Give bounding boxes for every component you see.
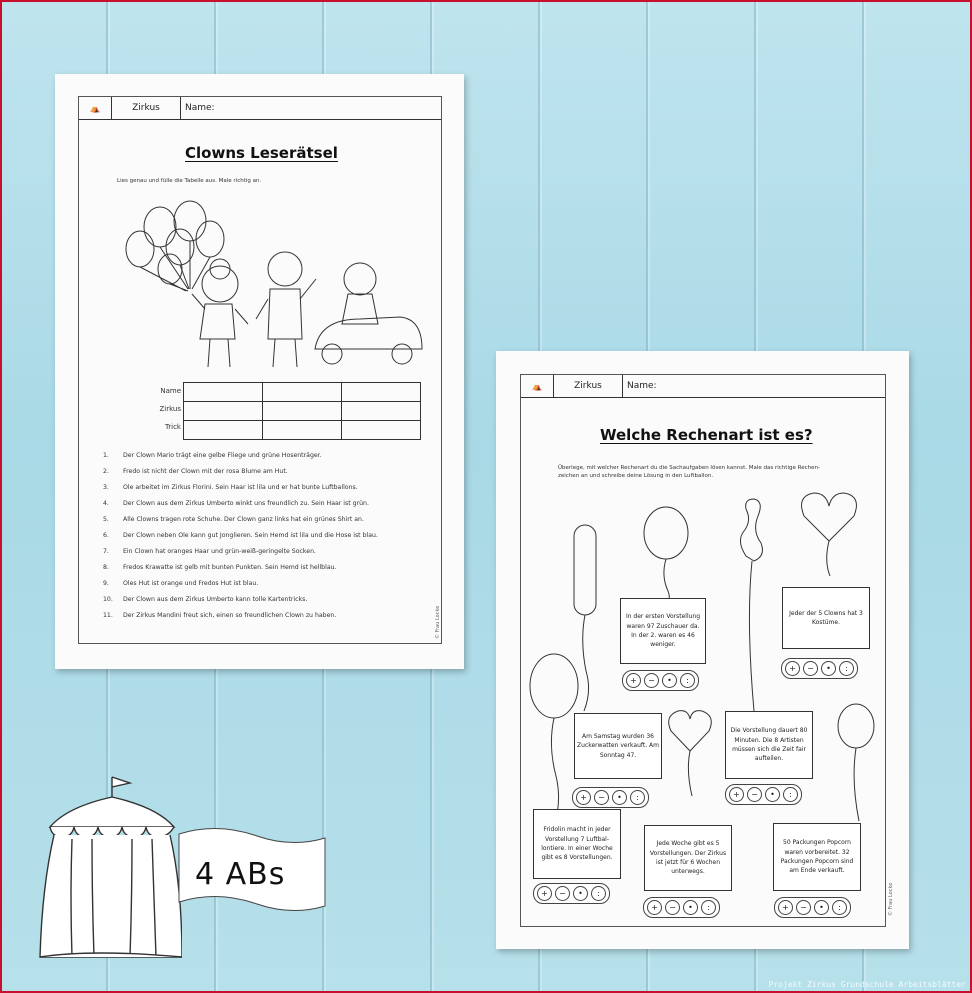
list-item: 7. Ein Clown hat oranges Haar und grün-weiß-geringelte Socken. — [103, 548, 316, 555]
list-item: 2. Fredo ist nicht der Clown mit der rosa Blume am Hut. — [103, 468, 288, 475]
operator-choices — [643, 897, 720, 918]
clowns-illustration — [110, 199, 430, 374]
list-item: 1. Der Clown Mario trägt eine gelbe Fliege und grüne Hosenträger. — [103, 452, 322, 459]
worksheet-rechenart — [496, 351, 909, 949]
answer-cell[interactable] — [263, 421, 342, 440]
multiply-option[interactable]: • — [814, 900, 829, 915]
multiply-option[interactable]: • — [683, 900, 698, 915]
minus-option[interactable]: − — [796, 900, 811, 915]
tent-logo-icon: ⛺ — [521, 375, 554, 397]
divide-option[interactable]: : — [783, 787, 798, 802]
minus-option[interactable]: − — [747, 787, 762, 802]
minus-option[interactable]: − — [644, 673, 659, 688]
task-card: Fridolin macht in jeder Vorstellung 7 Luftbal-lontiere. In einer Woche gibt es 8 Vorstellungen. — [533, 809, 621, 879]
operator-choices — [533, 883, 610, 904]
operator-choices — [572, 787, 649, 808]
circus-tent-icon — [32, 767, 182, 967]
task-card: Die Vorstellung dauert 80 Minuten. Die 8 Artisten müssen sich die Zeit fair aufteilen. — [725, 711, 813, 779]
list-item: 4. Der Clown aus dem Zirkus Umberto winkt uns freundlich zu. Sein Haar ist grün. — [103, 500, 369, 507]
operator-choices — [622, 670, 699, 691]
table-row-label-zirkus: Zirkus — [159, 405, 181, 413]
divide-option[interactable]: : — [839, 661, 854, 676]
plus-option[interactable]: + — [729, 787, 744, 802]
plus-option[interactable]: + — [778, 900, 793, 915]
worksheet-header — [520, 374, 886, 398]
task-card: 50 Packungen Popcorn waren vorbereitet. 32 Packungen Popcorn sind am Ende verkauft. — [773, 823, 861, 891]
name-field-label: Name: — [185, 103, 215, 113]
instruction-text: Lies genau und fülle die Tabelle aus. Male richtig an. — [117, 178, 262, 184]
multiply-option[interactable]: • — [573, 886, 588, 901]
list-item: 3. Ole arbeitet im Zirkus Florini. Sein Haar ist lila und er hat bunte Luftballons. — [103, 484, 358, 491]
operator-choices — [781, 658, 858, 679]
multiply-option[interactable]: • — [765, 787, 780, 802]
answer-cell[interactable] — [184, 383, 263, 402]
table-row-label-trick: Trick — [165, 423, 181, 431]
task-card: Jede Woche gibt es 5 Vorstellungen. Der Zirkus ist jetzt für 6 Wochen unterwegs. — [644, 825, 732, 891]
multiply-option[interactable]: • — [662, 673, 677, 688]
plus-option[interactable]: + — [647, 900, 662, 915]
worksheet-clowns — [55, 74, 464, 669]
answer-cell[interactable] — [342, 421, 421, 440]
subject-label: Zirkus — [554, 375, 623, 397]
minus-option[interactable]: − — [555, 886, 570, 901]
answer-table — [183, 382, 421, 440]
plus-option[interactable]: + — [626, 673, 641, 688]
answer-cell[interactable] — [184, 421, 263, 440]
instruction-text: Überlege, mit welcher Rechenart du die Sachaufgaben lösen kannst. Male das richtige Rechen- zeichen an und schreibe deine Lösung in den Luftballon. — [558, 465, 820, 479]
minus-option[interactable]: − — [803, 661, 818, 676]
divide-option[interactable]: : — [832, 900, 847, 915]
table-row-label-name: Name — [160, 387, 181, 395]
answer-cell[interactable] — [263, 402, 342, 421]
watermark-text: Projekt Zirkus Grundschule Arbeitsblätter — [768, 980, 966, 989]
divide-option[interactable]: : — [701, 900, 716, 915]
list-item: 5. Alle Clowns tragen rote Schuhe. Der Clown ganz links hat ein grünes Shirt an. — [103, 516, 364, 523]
multiply-option[interactable]: • — [821, 661, 836, 676]
task-card: Jeder der 5 Clowns hat 3 Kostüme. — [782, 587, 870, 649]
operator-choices — [725, 784, 802, 805]
divide-option[interactable]: : — [591, 886, 606, 901]
list-item: 8. Fredos Krawatte ist gelb mit bunten Punkten. Sein Hemd ist hellblau. — [103, 564, 337, 571]
divide-option[interactable]: : — [630, 790, 645, 805]
minus-option[interactable]: − — [665, 900, 680, 915]
subject-label: Zirkus — [112, 97, 181, 119]
task-card: Am Samstag wurden 36 Zuckerwatten verkauft. Am Sonntag 47. — [574, 713, 662, 779]
answer-cell[interactable] — [263, 383, 342, 402]
name-field-label: Name: — [627, 381, 657, 391]
page-title: Clowns Leserätsel — [185, 144, 338, 162]
multiply-option[interactable]: • — [612, 790, 627, 805]
operator-choices — [774, 897, 851, 918]
divide-option[interactable]: : — [680, 673, 695, 688]
list-item: 6. Der Clown neben Ole kann gut Jonglieren. Sein Hemd ist lila und die Hose ist blau. — [103, 532, 378, 539]
copyright-text: © Frau Locke — [435, 605, 441, 639]
badge-text: 4 ABs — [195, 857, 286, 892]
tent-logo-icon: ⛺ — [79, 97, 112, 119]
answer-cell[interactable] — [342, 383, 421, 402]
task-card: In der ersten Vorstellung waren 97 Zuschauer da. In der 2. waren es 46 weniger. — [620, 598, 706, 664]
plus-option[interactable]: + — [537, 886, 552, 901]
plus-option[interactable]: + — [576, 790, 591, 805]
page-title: Welche Rechenart ist es? — [600, 426, 813, 444]
answer-cell[interactable] — [342, 402, 421, 421]
answer-cell[interactable] — [184, 402, 263, 421]
list-item: 9. Oles Hut ist orange und Fredos Hut ist blau. — [103, 580, 259, 587]
list-item: 10. Der Clown aus dem Zirkus Umberto kann tolle Kartentricks. — [103, 596, 308, 603]
worksheet-header — [78, 96, 442, 120]
minus-option[interactable]: − — [594, 790, 609, 805]
copyright-text: © Frau Locke — [888, 882, 894, 916]
list-item: 11. Der Zirkus Mandini freut sich, einen so freundlichen Clown zu haben. — [103, 612, 337, 619]
plus-option[interactable]: + — [785, 661, 800, 676]
